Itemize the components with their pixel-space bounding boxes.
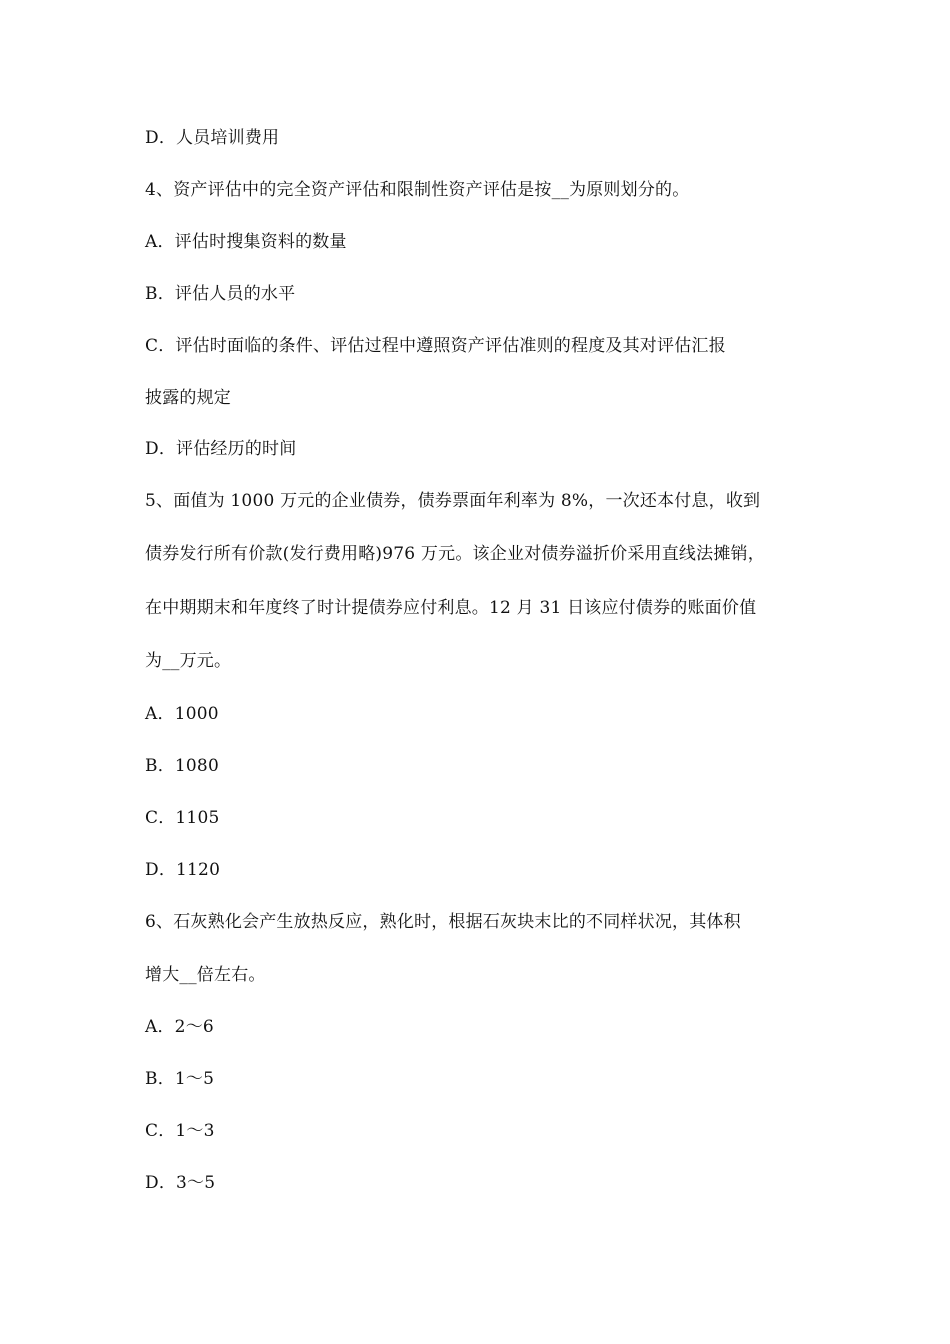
option-a-q4: A．评估时搜集资料的数量 bbox=[145, 232, 347, 252]
option-d-q6: D．3～5 bbox=[145, 1173, 216, 1193]
question-6-text-line2: 增大__倍左右。 bbox=[145, 965, 266, 985]
option-c-q6: C．1～3 bbox=[145, 1121, 215, 1141]
option-d-q3: D．人员培训费用 bbox=[145, 128, 280, 148]
option-d-q5: D．1120 bbox=[145, 860, 221, 880]
question-6-text-line1: 6、石灰熟化会产生放热反应，熟化时，根据石灰块末比的不同样状况，其体积 bbox=[145, 912, 741, 932]
option-a-q6: A．2～6 bbox=[145, 1017, 214, 1037]
question-5-text-line2: 债券发行所有价款(发行费用略)976 万元。该企业对债券溢折价采用直线法摊销， bbox=[145, 544, 765, 564]
question-4-text: 4、资产评估中的完全资产评估和限制性资产评估是按__为原则划分的。 bbox=[145, 180, 690, 200]
question-5-text-line1: 5、面值为 1000 万元的企业债券，债券票面年利率为 8%，一次还本付息，收到 bbox=[145, 491, 761, 511]
option-a-q5: A．1000 bbox=[145, 704, 219, 724]
option-b-q4: B．评估人员的水平 bbox=[145, 284, 296, 304]
option-c-q4-line1: C．评估时面临的条件、评估过程中遵照资产评估准则的程度及其对评估汇报 bbox=[145, 336, 726, 356]
option-b-q5: B．1080 bbox=[145, 756, 219, 776]
option-c-q5: C．1105 bbox=[145, 808, 220, 828]
question-5-text-line3: 在中期期末和年度终了时计提债券应付利息。12 月 31 日该应付债券的账面价值 bbox=[145, 598, 757, 618]
option-d-q4: D．评估经历的时间 bbox=[145, 439, 297, 459]
option-c-q4-line2: 披露的规定 bbox=[145, 388, 231, 408]
question-5-text-line4: 为__万元。 bbox=[145, 651, 232, 671]
option-b-q6: B．1～5 bbox=[145, 1069, 215, 1089]
